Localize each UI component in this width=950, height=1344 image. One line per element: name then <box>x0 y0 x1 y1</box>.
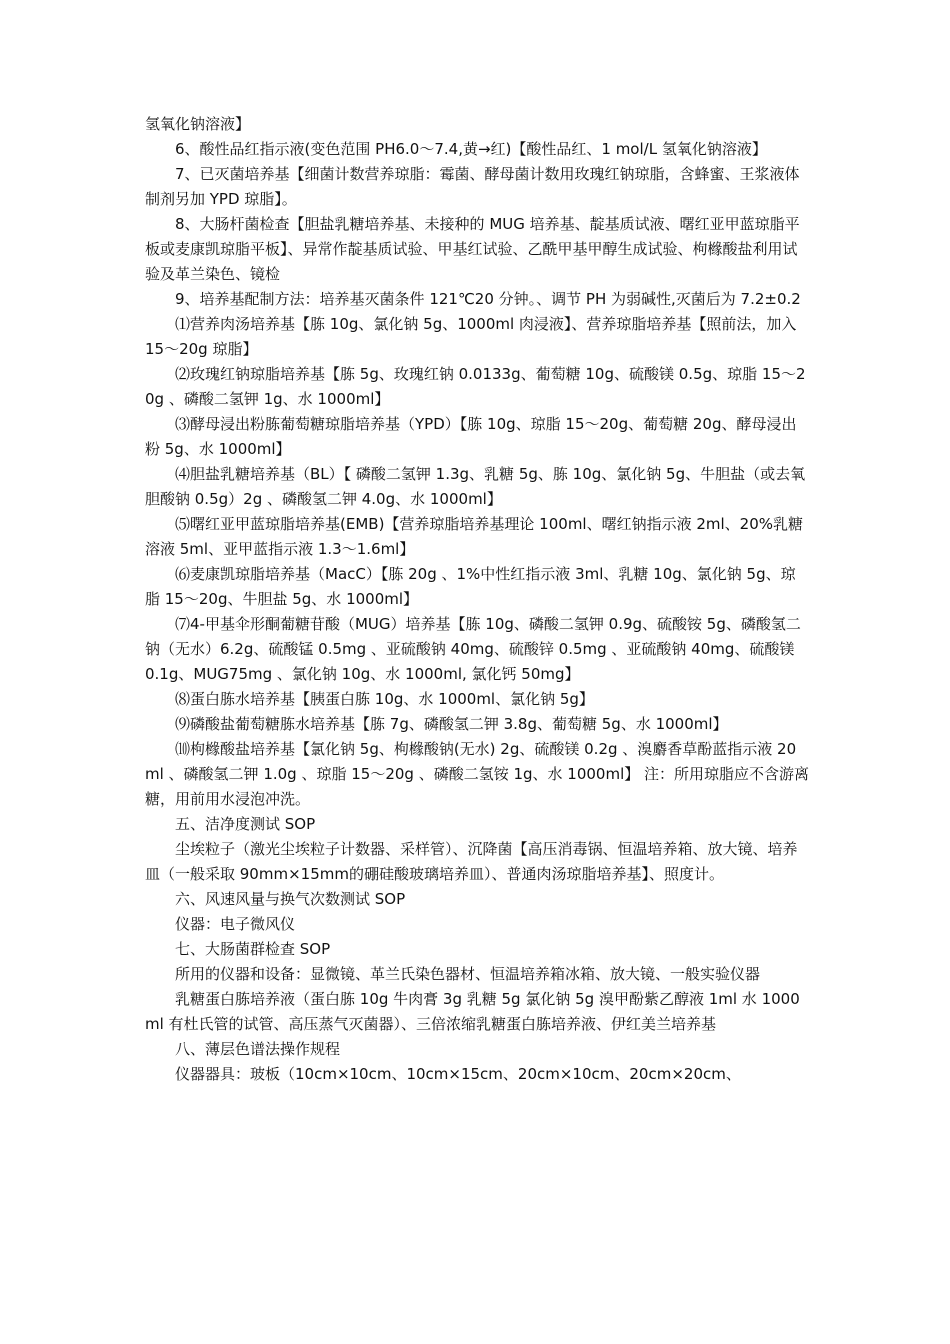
paragraph-item-8: 8、大肠杆菌检查【胆盐乳糖培养基、未接种的 MUG 培养基、靛基质试液、曙红亚甲蓝琼脂平板或麦康凯琼脂平板】、异常作靛基质试验、甲基红试验、乙酰甲基甲醇生成试验、枸橼酸盐利用试验及革兰染色、镜检 <box>145 215 800 283</box>
medium-item-9: ⑼磷酸盐葡萄糖胨水培养基【胨 7g、磷酸氢二钾 3.8g、葡萄糖 5g、水 1000ml】 <box>175 715 728 733</box>
medium-item-5: ⑸曙红亚甲蓝琼脂培养基(EMB)【营养琼脂培养基理论 100ml、曙红钠指示液 2ml、20%乳糖溶液 5ml、亚甲蓝指示液 1.3～1.6ml】 <box>145 515 804 558</box>
section-heading-6: 六、风速风量与换气次数测试 SOP <box>175 890 406 908</box>
section-8-body: 仪器器具：玻板（10cm×10cm、10cm×15cm、20cm×10cm、20cm×20cm、 <box>175 1065 741 1083</box>
medium-item-7: ⑺4-甲基伞形酮葡糖苷酸（MUG）培养基【胨 10g、磷酸二氢钾 0.9g、硫酸铵 5g、磷酸氢二钠（无水）6.2g、硫酸锰 0.5mg 、亚硫酸钠 40mg、硫酸锌 0.5mg 、亚硫酸钠 40mg、硫酸镁 0.1g、MUG75mg 、氯化钠 10g、水 1000ml, 氯化钙 50mg】 <box>145 615 801 683</box>
medium-item-4: ⑷胆盐乳糖培养基（BL）【 磷酸二氢钾 1.3g、乳糖 5g、胨 10g、氯化钠 5g、牛胆盐（或去氧胆酸钠 0.5g）2g 、磷酸氢二钾 4.0g、水 1000ml】 <box>145 465 806 508</box>
medium-item-3: ⑶酵母浸出粉胨葡萄糖琼脂培养基（YPD）【胨 10g、琼脂 15～20g、葡萄糖 20g、酵母浸出粉 5g、水 1000ml】 <box>145 415 797 458</box>
section-heading-8: 八、薄层色谱法操作规程 <box>175 1040 341 1058</box>
medium-item-10: ⑽枸橼酸盐培养基【氯化钠 5g、枸橼酸钠(无水) 2g、硫酸镁 0.2g 、溴麝香草酚蓝指示液 20ml 、磷酸氢二钾 1.0g 、琼脂 15～20g 、磷酸二氢铵 1g、水 1000ml】 注：所用琼脂应不含游离糖，用前用水浸泡冲洗。 <box>145 740 810 808</box>
paragraph-item-7: 7、已灭菌培养基【细菌计数营养琼脂：霉菌、酵母菌计数用玫瑰红钠琼脂，含蜂蜜、王浆液体制剂另加 YPD 琼脂】。 <box>145 165 800 208</box>
section-6-body: 仪器：电子微风仪 <box>175 915 296 933</box>
section-heading-5: 五、洁净度测试 SOP <box>175 815 316 833</box>
medium-item-1: ⑴营养肉汤培养基【胨 10g、氯化钠 5g、1000ml 肉浸液】、营养琼脂培养基【照前法，加入 15～20g 琼脂】 <box>145 315 797 358</box>
section-5-body: 尘埃粒子（激光尘埃粒子计数器、采样管）、沉降菌【高压消毒锅、恒温培养箱、放大镜、培养皿（一般采取 90mm×15mm的硼硅酸玻璃培养皿）、普通肉汤琼脂培养基】、照度计。 <box>145 840 798 883</box>
section-7-equipment: 所用的仪器和设备：显微镜、革兰氏染色器材、恒温培养箱冰箱、放大镜、一般实验仪器 <box>175 965 761 983</box>
medium-item-8: ⑻蛋白胨水培养基【胰蛋白胨 10g、水 1000ml、氯化钠 5g】 <box>175 690 594 708</box>
section-7-media: 乳糖蛋白胨培养液（蛋白胨 10g 牛肉膏 3g 乳糖 5g 氯化钠 5g 溴甲酚紫乙醇液 1ml 水 1000ml 有杜氏管的试管、高压蒸气灭菌器）、三倍浓缩乳糖蛋白胨培养液、伊红美兰培养基 <box>145 990 800 1033</box>
medium-item-2: ⑵玫瑰红钠琼脂培养基【胨 5g、玫瑰红钠 0.0133g、葡萄糖 10g、硫酸镁 0.5g、琼脂 15～20g 、磷酸二氢钾 1g、水 1000ml】 <box>145 365 806 408</box>
document-body <box>145 112 810 1087</box>
paragraph-item-9: 9、培养基配制方法：培养基灭菌条件 121℃20 分钟。、调节 PH 为弱碱性,灭菌后为 7.2±0.2 <box>175 290 801 308</box>
section-heading-7: 七、大肠菌群检查 SOP <box>175 940 331 958</box>
paragraph-continuation: 氢氧化钠溶液】 <box>145 115 251 133</box>
medium-item-6: ⑹麦康凯琼脂培养基（MacC）【胨 20g 、1%中性红指示液 3ml、乳糖 10g、氯化钠 5g、琼脂 15～20g、牛胆盐 5g、水 1000ml】 <box>145 565 796 608</box>
paragraph-item-6: 6、酸性品红指示液(变色范围 PH6.0～7.4,黄→红)【酸性品红、1 mol/L 氢氧化钠溶液】 <box>175 140 767 158</box>
